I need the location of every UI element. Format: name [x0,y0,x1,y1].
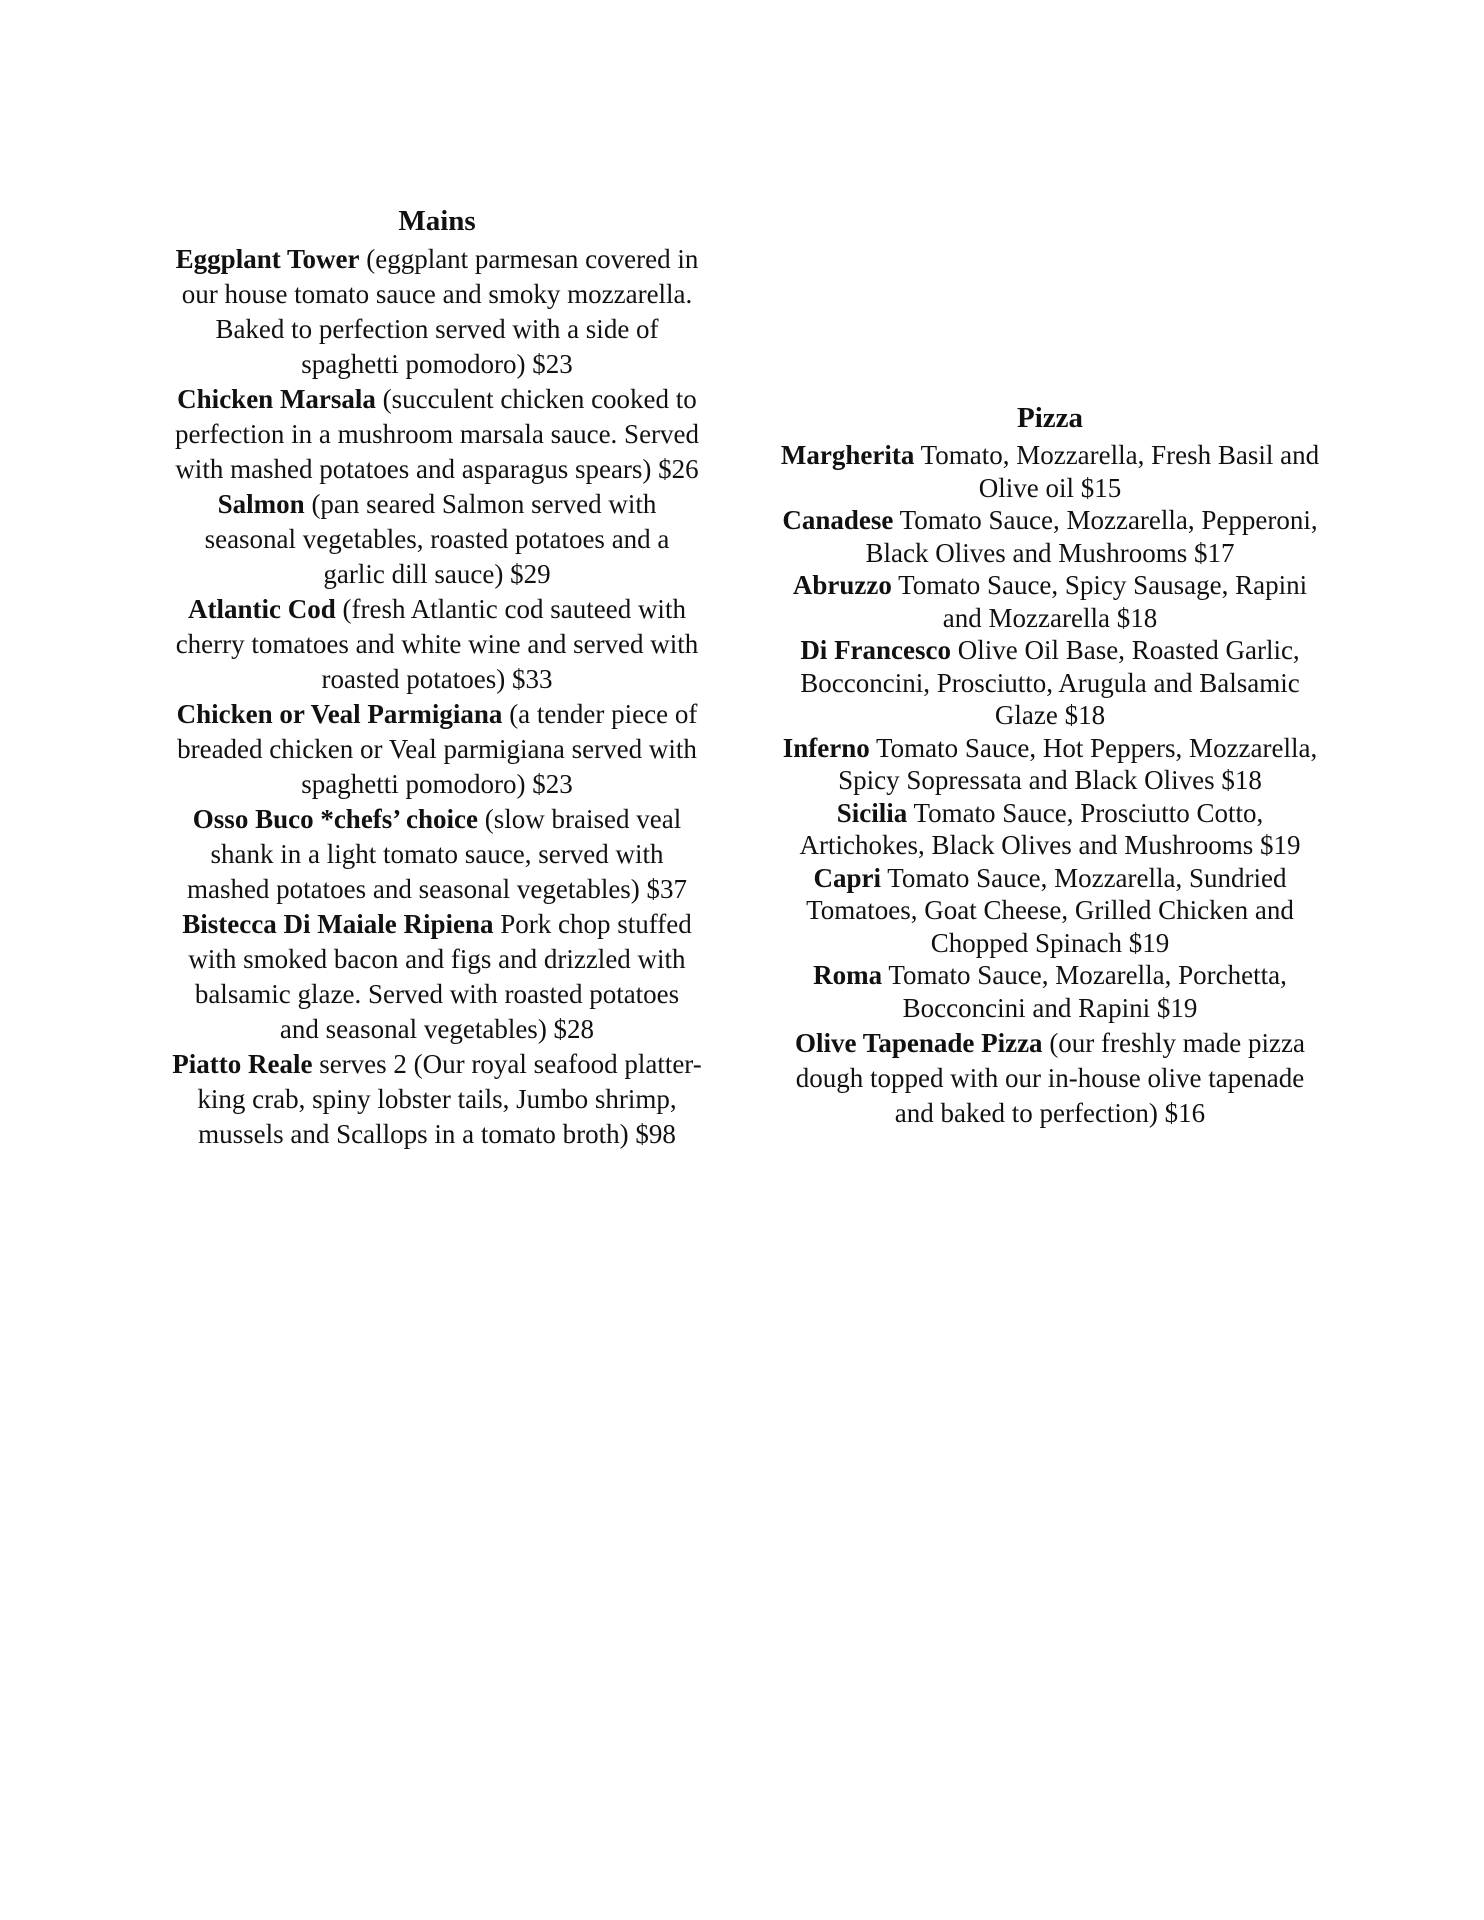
item-name: Abruzzo [792,570,892,600]
item-name: Capri [813,862,881,893]
menu-item [780,862,1320,960]
item-description: (a tender piece of breaded chicken or Veal parmigiana served with spaghetti pomodoro) $23 [177,699,698,799]
item-name: Olive Tapenade Pizza [795,1028,1043,1058]
menu-item [780,797,1320,862]
item-description: (eggplant parmesan covered in our house tomato sauce and smoky mozzarella. Baked to perfection served with a side of spaghetti pomodoro) $23 [181,244,699,379]
item-name: Bistecca Di Maiale Ripiena [182,909,494,939]
item-name: Chicken or Veal Parmigiana [176,699,503,729]
item-description: (succulent chicken cooked to perfection in a mushroom marsala sauce. Served with mashed potatoes and asparagus spears) $26 [174,384,700,484]
menu-item [172,242,702,382]
pizza-section [780,402,1320,1131]
item-name: Inferno [782,732,870,763]
item-description: Tomato Sauce, Hot Peppers, Mozzarella, Spicy Sopressata and Black Olives $18 [838,732,1318,795]
item-description: Tomato Sauce, Prosciutto Cotto, Artichokes, Black Olives and Mushrooms $19 [799,797,1301,860]
item-name: Eggplant Tower [175,244,360,274]
item-name: Margherita [780,440,915,470]
menu-item [172,1047,702,1152]
item-description: (fresh Atlantic cod sauteed with cherry tomatoes and white wine and served with roasted potatoes) $33 [175,594,699,694]
item-description: (our freshly made pizza dough topped with our in-house olive tapenade and baked to perfection) $16 [795,1028,1305,1128]
item-name: Canadese [782,505,894,535]
item-description: Tomato Sauce, Mozarella, Porchetta, Bocconcini and Rapini $19 [882,960,1287,1023]
menu-item [172,802,702,907]
item-name: Piatto Reale [172,1049,313,1079]
menu-item [780,504,1320,569]
menu-item [780,439,1320,504]
item-name: Osso Buco *chefs’ choice [192,804,479,834]
menu-item [172,697,702,802]
menu-item [172,487,702,592]
mains-section [172,205,702,1152]
item-description: serves 2 (Our royal seafood platter-king crab, spiny lobster tails, Jumbo shrimp, mussels and Scallops in a tomato broth) $98 [197,1049,702,1149]
mains-heading: Mains [398,205,476,237]
menu-item [172,907,702,1047]
item-description: Tomato Sauce, Spicy Sausage, Rapini and Mozzarella $18 [891,570,1308,633]
menu-item [780,1026,1320,1131]
menu-item [780,569,1320,634]
item-name: Roma [813,960,883,990]
item-name: Chicken Marsala [177,384,376,414]
item-description: (slow braised veal shank in a light tomato sauce, served with mashed potatoes and seasonal vegetables) $37 [186,804,688,904]
menu-item [780,959,1320,1024]
item-description: (pan seared Salmon served with seasonal vegetables, roasted potatoes and a garlic dill sauce) $29 [204,489,670,589]
item-name: Sicilia [836,797,908,828]
item-description: Pork chop stuffed with smoked bacon and figs and drizzled with balsamic glaze. Served with roasted potatoes and seasonal vegetables) $28 [188,909,692,1044]
item-description: Olive Oil Base, Roasted Garlic, Bocconcini, Prosciutto, Arugula and Balsamic Glaze $18 [800,635,1300,730]
item-description: Tomato, Mozzarella, Fresh Basil and Olive oil $15 [914,440,1320,503]
item-description: Tomato Sauce, Mozzarella, Sundried Tomatoes, Goat Cheese, Grilled Chicken and Chopped Spinach $19 [806,862,1294,958]
item-name: Atlantic Cod [188,594,336,624]
menu-item [172,592,702,697]
item-name: Di Francesco [800,635,952,665]
pizza-heading: Pizza [1016,402,1083,434]
menu-item [780,634,1320,732]
menu-item [780,732,1320,797]
menu-item [172,382,702,487]
item-name: Salmon [217,489,305,519]
item-description: Tomato Sauce, Mozzarella, Pepperoni, Black Olives and Mushrooms $17 [865,505,1318,568]
